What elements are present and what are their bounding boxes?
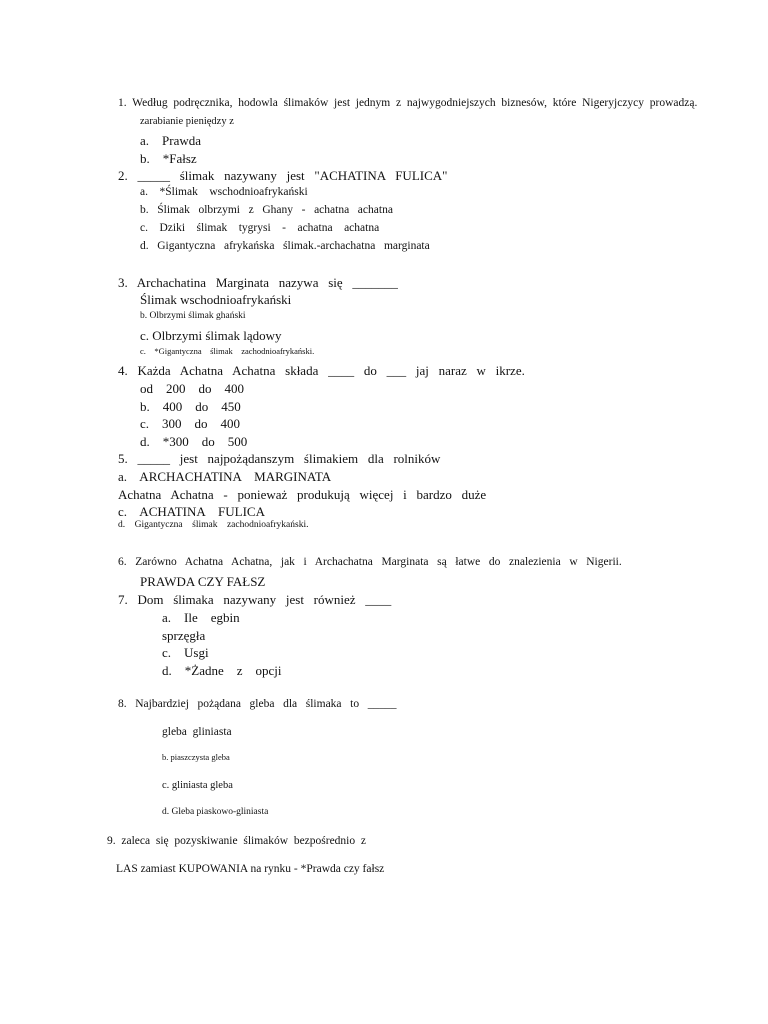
question-3-option-a: Ślimak wschodnioafrykański [140, 292, 292, 307]
question-7-option-c: c. Usgi [162, 645, 209, 660]
question-2-option-a: a. *Ślimak wschodnioafrykański [140, 186, 308, 198]
question-8-text: 8. Najbardziej pożądana gleba dla ślimaka to _____ [118, 698, 397, 710]
question-3-option-b: b. Olbrzymi ślimak ghański [140, 311, 246, 321]
question-9-text-continued: LAS zamiast KUPOWANIA na rynku - *Prawda czy fałsz [116, 863, 385, 875]
question-1-option-b: b. *Fałsz [140, 151, 197, 166]
question-4-text: 4. Każda Achatna Achatna składa ____ do ___ jaj naraz w ikrze. [118, 363, 525, 378]
question-8-option-a: gleba gliniasta [162, 726, 232, 738]
question-8-option-c: c. gliniasta gleba [162, 780, 233, 791]
question-5-option-c: c. ACHATINA FULICA [118, 504, 265, 519]
question-4-option-b: b. 400 do 450 [140, 399, 241, 414]
question-5-option-b: Achatna Achatna - ponieważ produkują więcej i bardzo duże [118, 487, 487, 502]
question-4-option-c: c. 300 do 400 [140, 416, 241, 431]
question-5-text: 5. _____ jest najpożądanszym ślimakiem dla rolników [118, 451, 441, 466]
question-3-text: 3. Archachatina Marginata nazywa się _______ [118, 275, 398, 290]
question-5-option-d: d. Gigantyczna ślimak zachodnioafrykański. [118, 520, 309, 530]
question-1-text-continued: zarabianie pieniędzy z [140, 116, 234, 127]
question-2-option-d: d. Gigantyczna afrykańska ślimak.-archachatna marginata [140, 240, 430, 252]
question-3-option-d: c. *Gigantyczna ślimak zachodnioafrykański. [140, 346, 315, 356]
question-8-option-d: d. Gleba piaskowo-gliniasta [162, 807, 269, 817]
question-7-text: 7. Dom ślimaka nazywany jest również ____ [118, 592, 392, 607]
question-8-option-b: b. piaszczysta gleba [162, 752, 230, 762]
question-6-text-continued: PRAWDA CZY FAŁSZ [140, 574, 266, 589]
question-7-option-d: d. *Żadne z opcji [162, 663, 282, 678]
question-7-option-b: sprzęgła [162, 628, 206, 643]
question-5-option-a: a. ARCHACHATINA MARGINATA [118, 469, 332, 484]
question-6-text: 6. Zarówno Achatna Achatna, jak i Archachatna Marginata są łatwe do znalezienia w Nigerii. [118, 556, 622, 568]
question-2-text: 2. _____ ślimak nazywany jest "ACHATINA FULICA" [118, 168, 448, 183]
question-1-option-a: a. Prawda [140, 133, 202, 148]
question-2-option-c: c. Dziki ślimak tygrysi - achatna achatna [140, 222, 380, 234]
question-4-option-d: d. *300 do 500 [140, 434, 248, 449]
question-2-option-b: b. Ślimak olbrzymi z Ghany - achatna achatna [140, 204, 393, 216]
question-7-option-a: a. Ile egbin [162, 610, 240, 625]
question-4-option-a: od 200 do 400 [140, 381, 244, 396]
question-9-text: 9. zaleca się pozyskiwanie ślimaków bezpośrednio z [107, 835, 366, 847]
question-1-text: 1. Według podręcznika, hodowla ślimaków jest jednym z najwygodniejszych biznesów, które Nigeryjczycy prowadzą. [118, 97, 698, 109]
question-3-option-c: c. Olbrzymi ślimak lądowy [140, 328, 282, 343]
